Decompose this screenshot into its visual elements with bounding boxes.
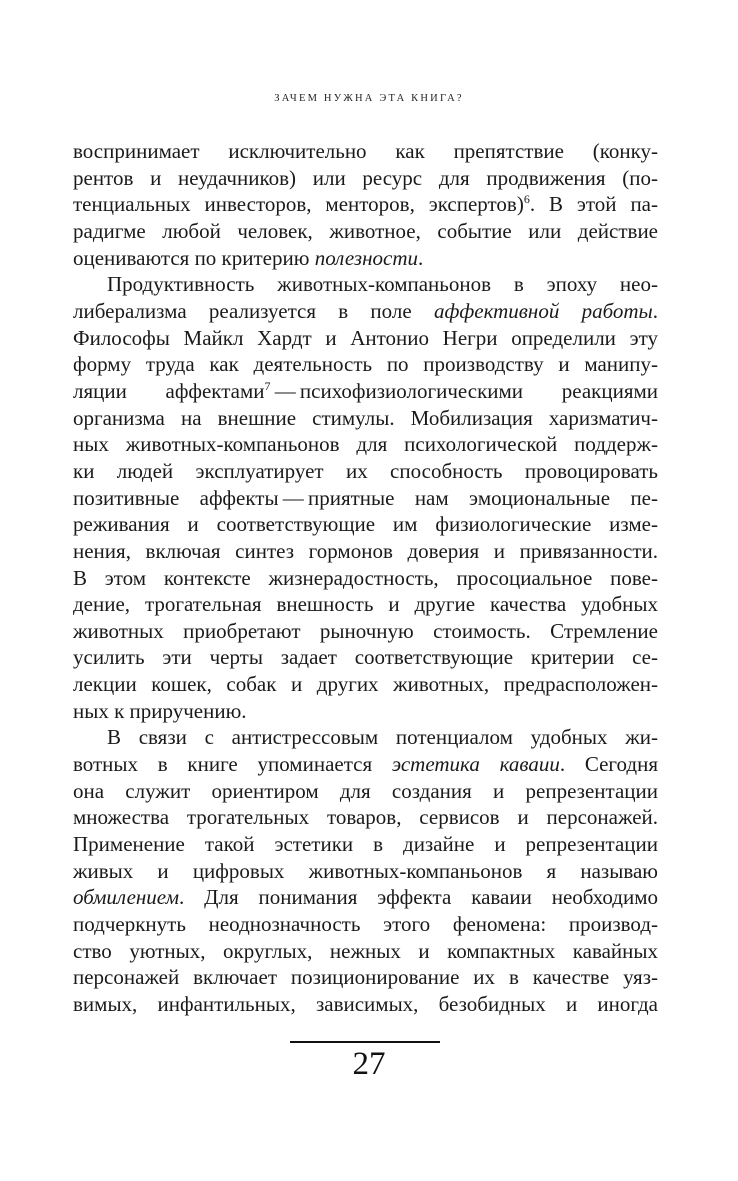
text-line xyxy=(73,778,658,805)
body-text xyxy=(73,138,658,1018)
text-line xyxy=(73,325,658,352)
italic-term: эстетика каваии xyxy=(391,752,560,777)
text-segment: вимых, инфантильных, зависимых, безобидных и иногда xyxy=(73,992,658,1016)
text-segment: персонажей включает позиционирование их в качестве уяз- xyxy=(73,965,658,990)
text-line xyxy=(73,644,658,671)
text-line xyxy=(73,884,658,911)
text-segment: множества трогательных товаров, сервисов и персонажей. xyxy=(73,805,658,830)
text-line xyxy=(73,831,658,858)
text-line xyxy=(73,458,658,485)
text-line xyxy=(73,138,658,165)
text-segment: вотных в книге упоминается xyxy=(73,752,392,777)
text-line xyxy=(73,271,658,298)
running-head: ЗАЧЕМ НУЖНА ЭТА КНИГА? xyxy=(274,93,464,104)
text-segment: позитивные аффекты — приятные нам эмоциональные пе- xyxy=(73,485,658,510)
text-segment: Философы Майкл Хардт и Антонио Негри определили эту xyxy=(73,325,658,350)
text-segment: Применение такой эстетики в дизайне и репрезентации xyxy=(73,832,658,857)
text-line xyxy=(73,724,658,751)
text-segment: — психофизиологическими реакциями xyxy=(270,378,658,403)
footnote-ref: 7 xyxy=(264,378,271,393)
text-line xyxy=(73,751,658,778)
text-line xyxy=(73,911,658,938)
page-number: 27 xyxy=(352,1046,386,1082)
text-segment: тенциальных инвесторов, менторов, экспертов) xyxy=(73,192,524,217)
text-segment: . xyxy=(418,245,424,270)
text-line xyxy=(73,485,658,512)
text-segment: усилить эти черты задает соответствующие критерии се- xyxy=(73,645,658,670)
text-segment: либерализма реализуется в поле xyxy=(73,298,434,323)
text-segment: . В этой па- xyxy=(529,192,658,217)
text-line xyxy=(73,591,658,618)
italic-term: обмилением xyxy=(73,885,180,910)
text-segment: нения, включая синтез гормонов доверия и привязанности. xyxy=(73,538,658,563)
text-segment: Продуктивность животных-компаньонов в эпоху нео- xyxy=(107,272,658,297)
text-line xyxy=(73,964,658,991)
text-segment: подчеркнуть неоднозначность этого феномена: производ- xyxy=(73,912,658,937)
text-segment: ных к приручению. xyxy=(73,698,247,723)
text-line xyxy=(73,698,658,725)
text-segment: рентов и неудачников) или ресурс для продвижения (по- xyxy=(73,165,658,190)
text-segment: . Сегодня xyxy=(559,752,658,777)
text-segment: форму труда как деятельность по производству и манипу- xyxy=(73,352,658,377)
text-line xyxy=(73,858,658,885)
text-line xyxy=(73,378,658,405)
text-line xyxy=(73,804,658,831)
text-line xyxy=(73,538,658,565)
paragraph xyxy=(73,271,658,724)
text-segment: В этом контексте жизнерадостность, просоциальное пове- xyxy=(73,565,658,590)
text-segment: животных приобретают рыночную стоимость. Стремление xyxy=(73,618,658,643)
text-line xyxy=(73,218,658,245)
text-line xyxy=(73,671,658,698)
text-line xyxy=(73,351,658,378)
text-line xyxy=(73,245,658,272)
footnote-ref: 6 xyxy=(523,192,530,207)
text-segment: лекции кошек, собак и других животных, предрасположен- xyxy=(73,672,658,697)
paragraph xyxy=(73,724,658,1017)
text-line xyxy=(73,618,658,645)
folio-rule xyxy=(290,1041,440,1043)
text-line xyxy=(73,511,658,538)
text-segment: оцениваются по критерию xyxy=(73,245,315,270)
text-segment: радигме любой человек, животное, событие или действие xyxy=(73,218,658,243)
text-segment: реживания и соответствующие им физиологические изме- xyxy=(73,512,658,537)
text-line xyxy=(73,431,658,458)
text-segment: В связи с антистрессовым потенциалом удобных жи- xyxy=(107,725,658,750)
text-segment: она служит ориентиром для создания и репрезентации xyxy=(73,778,658,803)
text-segment: организма на внешние стимулы. Мобилизация харизматич- xyxy=(73,405,658,430)
text-line xyxy=(73,565,658,592)
text-segment: ляции аффектами xyxy=(73,378,265,403)
text-line xyxy=(73,165,658,192)
text-segment: дение, трогательная внешность и другие качества удобных xyxy=(73,592,658,617)
text-segment: ство уютных, округлых, нежных и компактных кавайных xyxy=(73,938,658,963)
text-line xyxy=(73,938,658,965)
text-line xyxy=(73,191,658,218)
italic-term: полезности xyxy=(314,245,418,270)
text-line xyxy=(73,991,658,1018)
paragraph xyxy=(73,138,658,271)
text-segment: живых и цифровых животных-компаньонов я называю xyxy=(73,858,658,883)
text-segment: . Для понимания эффекта каваии необходимо xyxy=(179,885,658,910)
text-line xyxy=(73,405,658,432)
text-line xyxy=(73,298,658,325)
text-segment: ных животных-компаньонов для психологической поддерж- xyxy=(73,432,658,457)
text-segment: . xyxy=(652,298,658,323)
text-segment: ки людей эксплуатирует их способность провоцировать xyxy=(73,458,658,483)
italic-term: аффективной работы xyxy=(433,298,653,323)
text-segment: воспринимает исключительно как препятствие (конку- xyxy=(73,139,658,163)
